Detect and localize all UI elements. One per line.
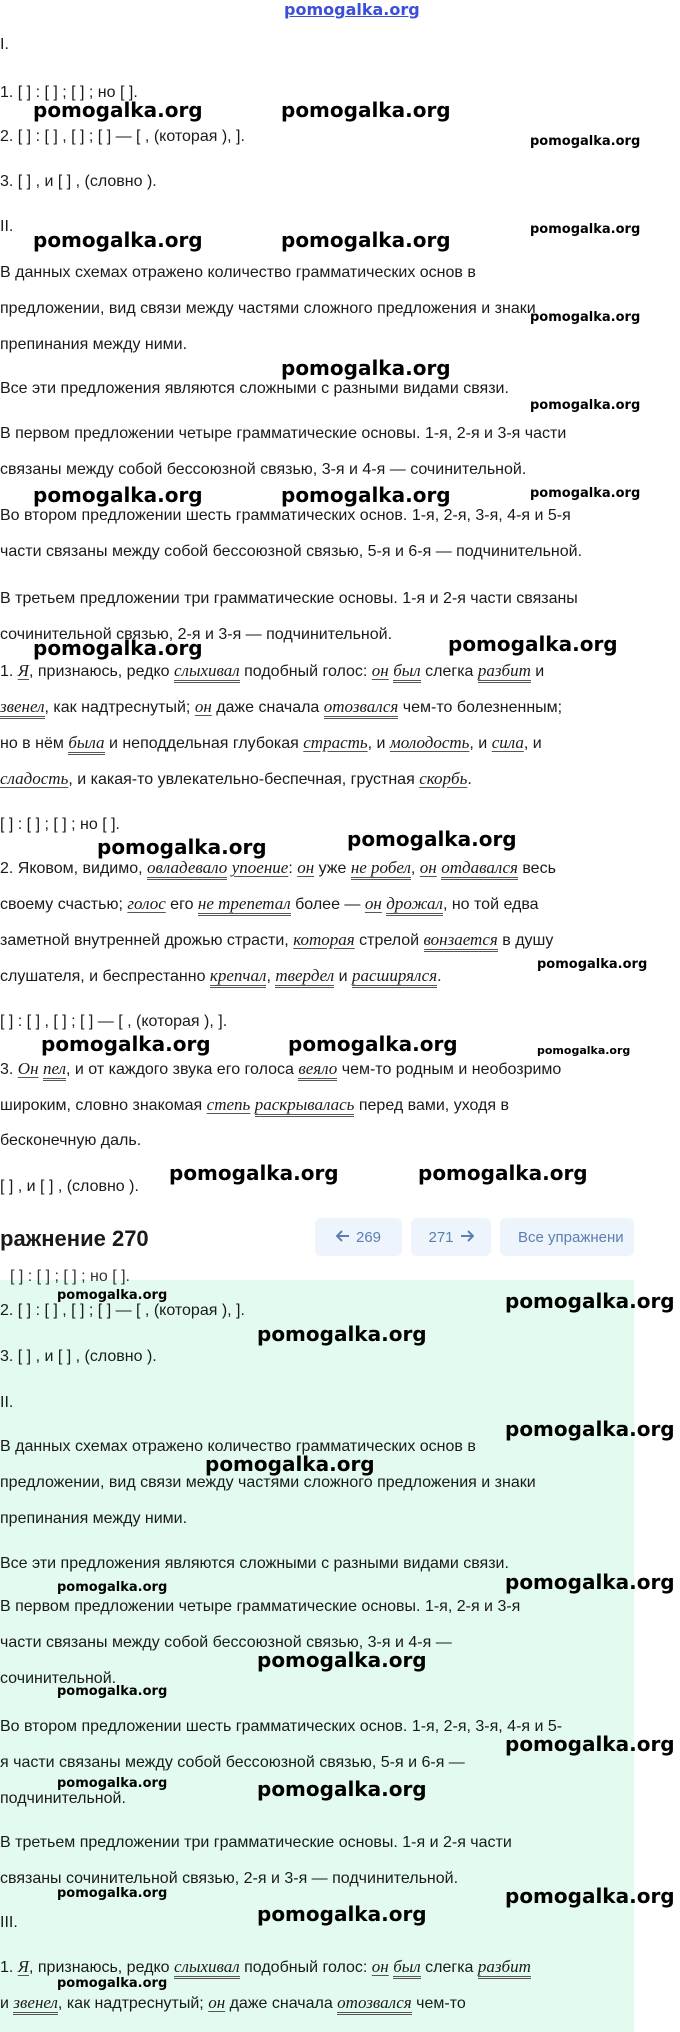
site-brand-link[interactable]: pomogalka.org [284,0,420,19]
prev-exercise-button[interactable]: 269 [315,1218,402,1256]
sentence-1-line-2: и звенел, как надтреснутый; он даже сначала отозвался чем-то [0,1992,466,2015]
paragraph-line: В первом предложении четыре грамматические основы. 1-я, 2-я и 3-я [0,1598,521,1615]
scheme-line-2: 2. [ ] : [ ] , [ ] ; [ ] — [ , (которая ), ]. [0,1302,245,1319]
paragraph-line: Все эти предложения являются сложными с разными видами связи. [0,1555,509,1572]
watermark: pomogalka.org [537,1044,631,1057]
watermark: pomogalka.org [530,134,641,149]
watermark: pomogalka.org [288,1032,458,1056]
sentence-1-line-3: но в нём была и неподдельная глубокая страсть, и молодость, и сила, и [0,732,542,755]
watermark: pomogalka.org [418,1161,588,1185]
watermark: pomogalka.org [505,1884,675,1908]
watermark: pomogalka.org [257,1322,427,1346]
watermark: pomogalka.org [33,98,203,122]
watermark: pomogalka.org [57,1288,168,1303]
watermark: pomogalka.org [281,356,451,380]
watermark: pomogalka.org [57,1684,168,1699]
sentence-3-line-2: широким, словно знакомая степь раскрывалась перед вами, уходя в [0,1094,509,1117]
paragraph-line: В первом предложении четыре грамматические основы. 1-я, 2-я и 3-я части [0,425,567,442]
watermark: pomogalka.org [505,1732,675,1756]
sentence-2-line-4: слушателя, и беспрестанно крепчал, твердел и расширялся. [0,965,442,988]
watermark: pomogalka.org [281,98,451,122]
paragraph-line: я части связаны между собой бессоюзной связью, 5-я и 6-я — [0,1754,465,1771]
sentence-1-line-1: 1. Я, признаюсь, редко слыхивал подобный голос: он был слегка разбит и [0,660,544,683]
sentence-1-line-1: 1. Я, признаюсь, редко слыхивал подобный голос: он был слегка разбит [0,1956,531,1979]
watermark: pomogalka.org [57,1776,168,1791]
watermark: pomogalka.org [57,1580,168,1595]
watermark: pomogalka.org [57,1976,168,1991]
paragraph-line: части связаны между собой бессоюзной связью, 3-я и 4-я — [0,1634,452,1651]
arrow-left-icon [336,1229,350,1246]
scheme-sentence-3: [ ] , и [ ] , (словно ). [0,1178,139,1195]
watermark: pomogalka.org [530,398,641,413]
scheme-line-1: 1. [ ] : [ ] ; [ ] ; но [ ]. [0,84,138,101]
sentence-1-line-2: звенел, как надтреснутый; он даже сначала отозвался чем-то болезненным; [0,696,562,719]
sentence-2-line-1: 2. Яковом, видимо, овладевало упоение: он уже не робел, он отдавался весь [0,857,556,880]
paragraph-line: В данных схемах отражено количество грамматических основ в [0,1438,476,1455]
watermark: pomogalka.org [205,1452,375,1476]
paragraph-line: подчинительной. [0,1790,126,1807]
paragraph-line: части связаны между собой бессоюзной связью, 5-я и 6-я — подчинительной. [0,543,583,560]
sentence-2-line-3: заметной внутренней дрожью страсти, которая стрелой вонзается в душу [0,929,553,952]
paragraph-line: препинания между ними. [0,336,188,353]
watermark: pomogalka.org [33,228,203,252]
section-heading-1: I. [0,36,9,53]
watermark: pomogalka.org [97,835,267,859]
paragraph-line: Во втором предложении шесть грамматических основ. 1-я, 2-я, 3-я, 4-я и 5-я [0,507,571,524]
watermark: pomogalka.org [448,632,618,656]
watermark: pomogalka.org [41,1032,211,1056]
section-heading-3: III. [0,1914,18,1931]
sentence-3-line-3: бесконечную даль. [0,1132,142,1149]
watermark: pomogalka.org [505,1289,675,1313]
watermark: pomogalka.org [33,483,203,507]
watermark: pomogalka.org [33,636,203,660]
watermark: pomogalka.org [257,1648,427,1672]
scheme-sentence-2: [ ] : [ ] , [ ] ; [ ] — [ , (которая ), ]. [0,1013,228,1030]
next-exercise-button[interactable]: 271 [411,1218,491,1256]
paragraph-line: связаны между собой бессоюзной связью, 3-я и 4-я — сочинительной. [0,461,527,478]
scheme-line-3: 3. [ ] , и [ ] , (словно ). [0,173,157,190]
sentence-3-line-1: 3. Он пел, и от каждого звука его голоса веяло чем-то родным и необозримо [0,1058,561,1081]
watermark: pomogalka.org [530,310,641,325]
watermark: pomogalka.org [281,483,451,507]
sentence-2-line-2: своему счастью; голос его не трепетал более — он дрожал, но той едва [0,893,539,916]
scheme-line-3: 3. [ ] , и [ ] , (словно ). [0,1348,157,1365]
paragraph-line: В данных схемах отражено количество грамматических основ в [0,264,476,281]
section-heading-2: II. [0,218,14,235]
section-heading-2: II. [0,1394,14,1411]
paragraph-line: предложении, вид связи между частями сложного предложения и знаки [0,1474,536,1491]
paragraph-line: В третьем предложении три грамматические основы. 1-я и 2-я части [0,1834,512,1851]
paragraph-line: сочинительной связью, 2-я и 3-я — подчинительной. [0,626,393,643]
watermark: pomogalka.org [281,228,451,252]
paragraph-line: Во втором предложении шесть грамматических основ. 1-я, 2-я, 3-я, 4-я и 5- [0,1718,563,1735]
watermark: pomogalka.org [257,1777,427,1801]
watermark: pomogalka.org [530,486,641,501]
paragraph-line: сочинительной. [0,1670,117,1687]
watermark: pomogalka.org [505,1570,675,1594]
scheme-line-2: 2. [ ] : [ ] , [ ] ; [ ] — [ , (которая ), ]. [0,128,245,145]
exercise-title: ражнение 270 [0,1226,149,1251]
paragraph-line: В третьем предложении три грамматические основы. 1-я и 2-я части связаны [0,590,578,607]
scheme-sentence-1: [ ] : [ ] ; [ ] ; но [ ]. [0,816,120,833]
arrow-right-icon [460,1229,474,1246]
paragraph-line: предложении, вид связи между частями сложного предложения и знаки [0,300,536,317]
sentence-1-line-4: сладость, и какая-то увлекательно-беспечная, грустная скорбь. [0,769,472,788]
paragraph-line: связаны сочинительной связью, 2-я и 3-я — подчинительной. [0,1870,459,1887]
paragraph-line: препинания между ними. [0,1510,188,1527]
scheme-line-cut: [ ] : [ ] ; [ ] ; но [ ]. [10,1268,130,1285]
watermark: pomogalka.org [347,827,517,851]
watermark: pomogalka.org [530,222,641,237]
watermark: pomogalka.org [537,957,648,972]
watermark: pomogalka.org [57,1886,168,1901]
watermark: pomogalka.org [169,1161,339,1185]
paragraph-line: Все эти предложения являются сложными с разными видами связи. [0,380,509,397]
all-exercises-button[interactable]: Все упражнени [500,1218,634,1256]
watermark: pomogalka.org [505,1417,675,1441]
watermark: pomogalka.org [257,1902,427,1926]
